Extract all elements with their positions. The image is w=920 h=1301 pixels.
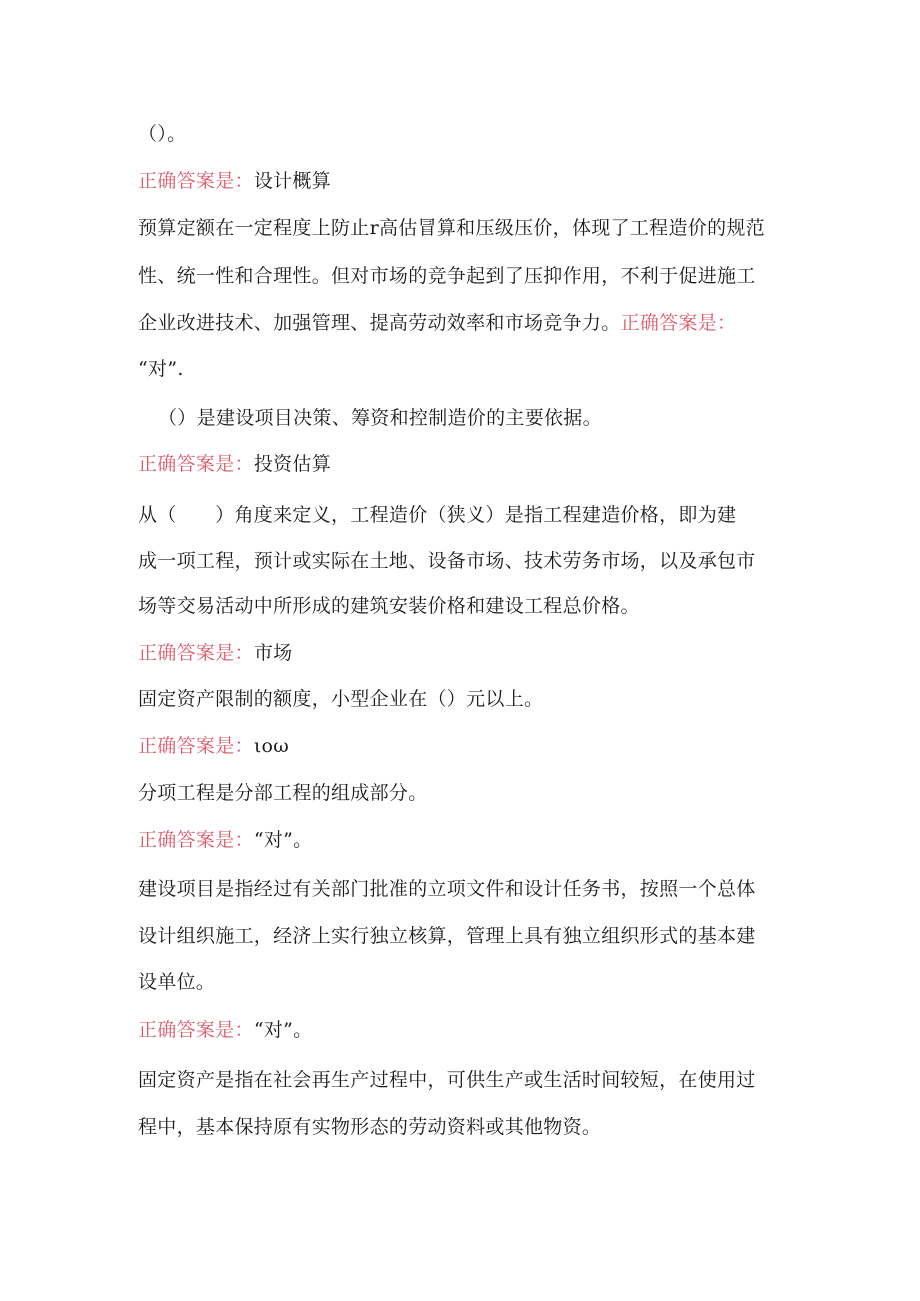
- question-text-line: 设计组织施工，经济上实行独立核算，管理上具有独立组织形式的基本建: [138, 925, 756, 947]
- answer-label: 正确答案是：: [138, 642, 254, 664]
- answer-label: 正确答案是：: [138, 170, 254, 192]
- question-text: 企业改进技术、加强管理、提高劳动效率和市场竞争力。: [138, 312, 621, 334]
- answer-row: [138, 734, 289, 758]
- question-text-line: 程中，基本保持原有实物形态的劳动资料或其他物资。: [138, 1116, 602, 1138]
- answer-row: [138, 452, 331, 476]
- answer-value: ιoω: [253, 735, 290, 757]
- question-text-line: [138, 311, 736, 335]
- answer-value: “对”.: [138, 358, 184, 380]
- answer-row: [138, 169, 331, 193]
- question-text-line: （）是建设项目决策、筹资和控制造价的主要依据。: [158, 407, 602, 429]
- answer-label: 正确答案是：: [138, 735, 254, 757]
- answer-row: [138, 828, 312, 852]
- answer-label: 正确答案是：: [138, 453, 254, 475]
- answer-value: “对”。: [253, 829, 313, 851]
- answer-value: 市场: [253, 642, 293, 664]
- answer-value: “对”。: [253, 1019, 313, 1041]
- question-text-line: 固定资产是指在社会再生产过程中，可供生产或生活时间较短，在使用过: [138, 1069, 756, 1091]
- question-text-line: 建设项目是指经过有关部门批准的立项文件和设计任务书，按照一个总体: [138, 878, 756, 900]
- answer-label: 正确答案是：: [138, 829, 254, 851]
- question-text-line: 性、统一性和合理性。但对市场的竞争起到了压抑作用，不利于促进施工: [138, 265, 756, 287]
- question-text-line: 分项工程是分部工程的组成部分。: [138, 782, 428, 804]
- answer-value: 设计概算: [253, 170, 332, 192]
- question-fragment: （）。: [138, 123, 187, 145]
- question-text-line: 场等交易活动中所形成的建筑安装价格和建设工程总价格。: [138, 595, 640, 617]
- answer-value: 投资估算: [253, 453, 332, 475]
- question-text-line: 成一项工程，预计或实际在土地、设备市场、技术劳务市场，以及承包市: [138, 550, 756, 572]
- question-text-line: 预算定额在一定程度上防止r高估冒算和压级压价，体现了工程造价的规范: [138, 217, 765, 239]
- question-text-line: 固定资产限制的额度，小型企业在（）元以上。: [138, 688, 544, 710]
- answer-row: [138, 1018, 312, 1042]
- question-text-line: 从（ ）角度来定义，工程造价（狭义）是指工程建造价格，即为建: [138, 504, 737, 526]
- answer-row: [138, 641, 292, 665]
- answer-label: 正确答案是：: [620, 312, 737, 334]
- question-text-line: 设单位。: [138, 971, 216, 993]
- answer-label: 正确答案是：: [138, 1019, 254, 1041]
